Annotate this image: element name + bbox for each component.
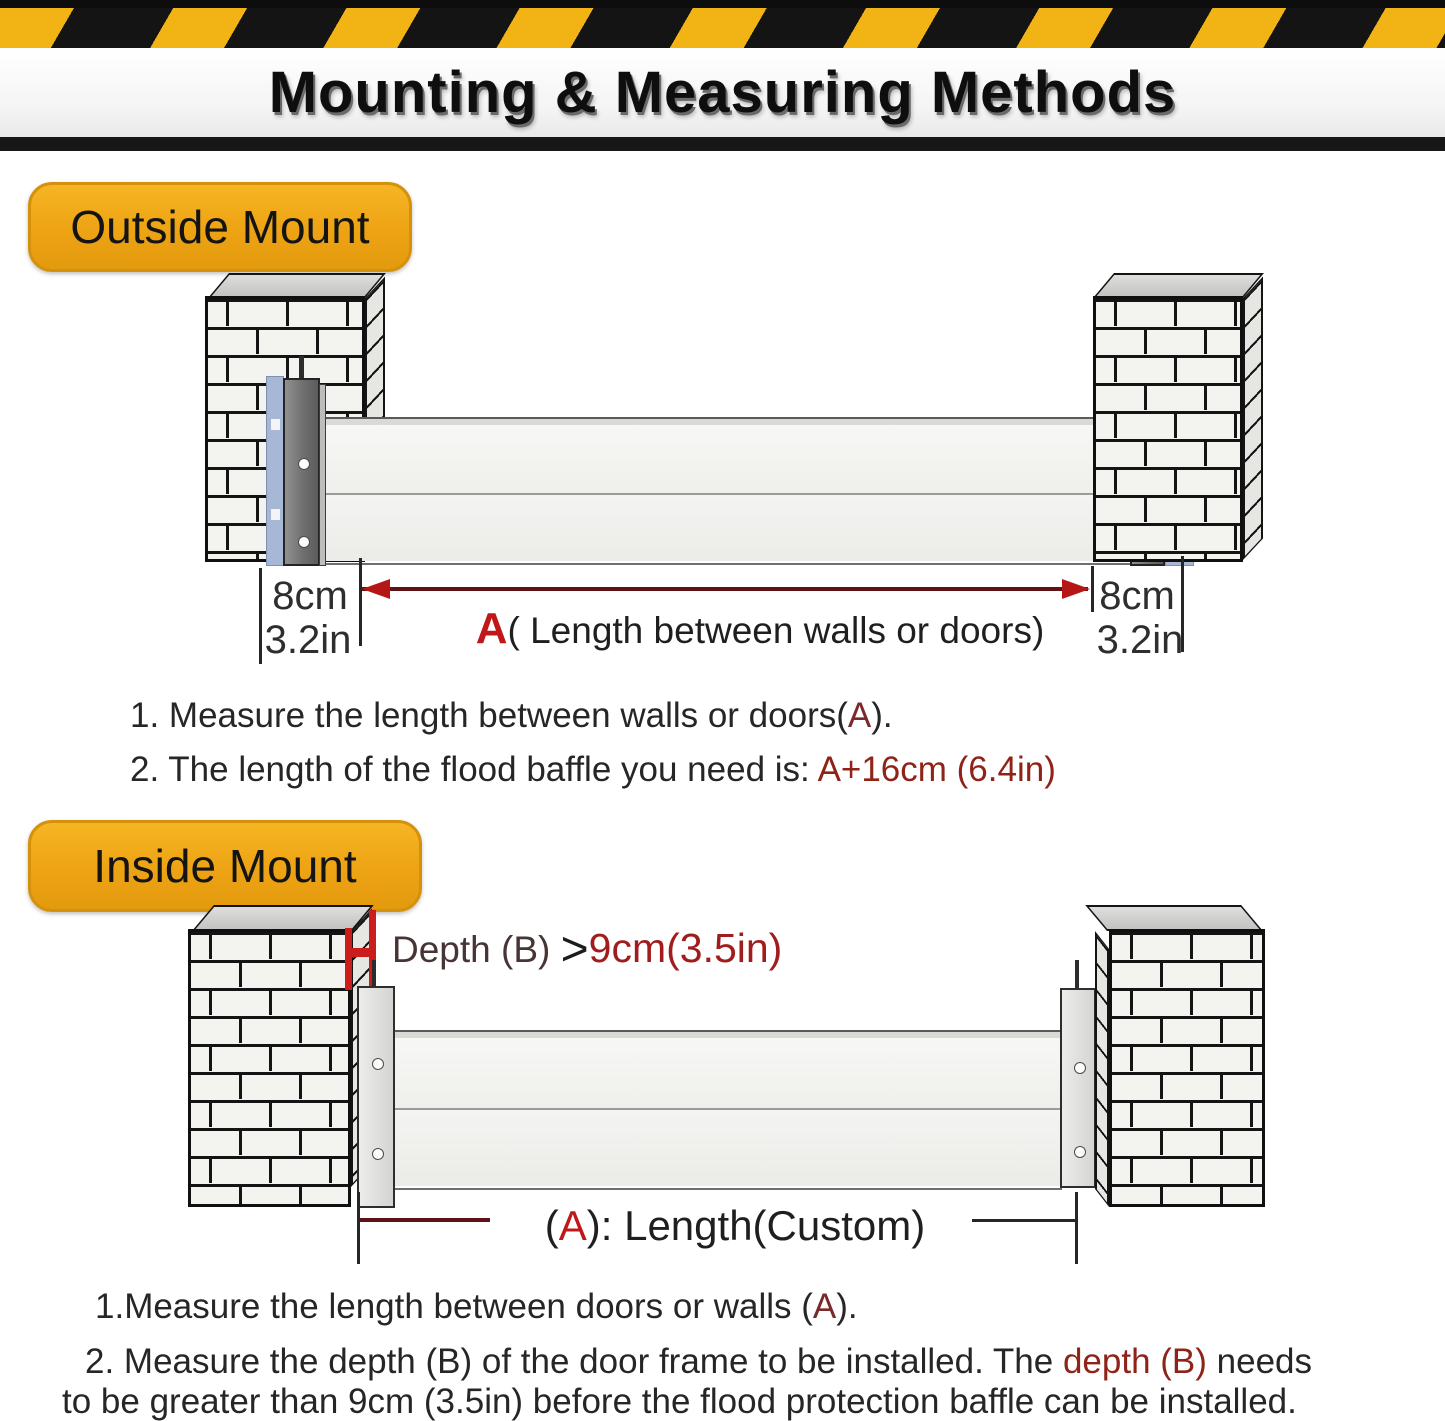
title-band <box>0 48 1445 137</box>
left-channel <box>283 378 320 566</box>
depth-bracket-cross <box>345 948 376 957</box>
inside-left-rod <box>372 960 376 988</box>
outside-step1-end: ). <box>871 696 893 735</box>
inside-step-2-line2: to be greater than 9cm (3.5in) before the flood protection baffle can be installed. <box>62 1382 1297 1421</box>
left-pillar-top-face <box>208 273 386 298</box>
length-open-paren: ( <box>544 1202 559 1249</box>
barrier-panel-lower <box>395 1110 1062 1186</box>
inside-step1-text: 1.Measure the length between doors or walls ( <box>95 1287 813 1326</box>
span-caption-text: ( Length between walls or doors) <box>507 610 1045 651</box>
left-channel-flange <box>319 384 326 566</box>
inside-mount-label: Inside Mount <box>93 840 357 892</box>
screw-hole <box>1074 1062 1086 1074</box>
depth-bracket-bar <box>345 928 352 990</box>
right-gap-in: 3.2in <box>1096 618 1184 662</box>
screw-hole <box>1074 1146 1086 1158</box>
outside-step2-text: 2. The length of the flood baffle you need is: <box>130 750 818 789</box>
barrier-panel-upper <box>326 425 1130 495</box>
depth-annotation <box>392 922 782 977</box>
span-a: A <box>475 604 508 653</box>
inside-right-rod <box>1075 960 1079 988</box>
dim-tick <box>1075 1192 1078 1264</box>
length-line-left <box>360 1218 490 1222</box>
screw-hole <box>372 1058 384 1070</box>
right-gap-cm: 8cm <box>1099 574 1175 618</box>
outside-step1-text: 1. Measure the length between walls or doors( <box>130 696 848 735</box>
length-line-right <box>972 1219 1075 1222</box>
inside-step-1 <box>95 1287 858 1327</box>
outside-mount-badge <box>28 182 412 272</box>
inside-step1-end: ). <box>836 1287 858 1326</box>
outside-step-1 <box>130 696 893 736</box>
arrowhead-left <box>362 579 390 599</box>
seal-hole <box>271 509 280 520</box>
inside-right-channel <box>1060 988 1096 1188</box>
inside-step-2 <box>85 1342 1312 1382</box>
length-caption-text: ): Length(Custom) <box>586 1202 926 1249</box>
inside-step2-end: needs <box>1206 1342 1313 1381</box>
inside-mount-badge <box>28 820 422 912</box>
outside-step-2 <box>130 750 1056 790</box>
header-top-edge <box>0 0 1445 8</box>
right-pillar-bricks <box>1093 296 1243 562</box>
dim-tick <box>357 1192 360 1264</box>
outside-step1-a: A <box>847 696 872 735</box>
right-pillar-top-face <box>1093 273 1264 298</box>
inside-right-pillar-bricks <box>1109 929 1265 1207</box>
inside-left-pillar-bricks <box>188 929 351 1207</box>
span-arrow-line <box>362 587 1088 591</box>
barrier-top-edge <box>395 1030 1062 1038</box>
hazard-stripes <box>0 8 1445 48</box>
inside-step2-depth: depth (B) <box>1062 1342 1207 1381</box>
outside-mount-label: Outside Mount <box>70 201 370 253</box>
barrier-panel-lower <box>326 495 1130 561</box>
outside-step2-value: A+16cm (6.4in) <box>817 750 1056 789</box>
left-gap-in: 3.2in <box>264 618 352 662</box>
length-caption <box>500 1202 970 1250</box>
inside-right-pillar-side <box>1095 931 1109 1207</box>
inside-left-channel <box>357 986 395 1208</box>
flood-barrier-outside <box>326 417 1130 565</box>
inside-step2-text: 2. Measure the depth (B) of the door frame to be installed. The <box>85 1342 1063 1381</box>
barrier-panel-upper <box>395 1038 1062 1110</box>
left-gap-cm: 8cm <box>272 574 348 618</box>
inside-right-pillar-top <box>1085 905 1263 931</box>
screw-hole <box>372 1148 384 1160</box>
header-bottom-bar <box>0 137 1445 151</box>
barrier-top-edge <box>326 417 1130 425</box>
span-caption <box>440 604 1080 654</box>
flood-barrier-inside <box>395 1030 1062 1190</box>
depth-value: 9cm(3.5in) <box>588 925 783 971</box>
greater-than-sign: > <box>560 923 589 976</box>
page-title: Mounting & Measuring Methods <box>268 60 1177 125</box>
seal-hole <box>271 419 280 430</box>
dim-tick <box>359 558 362 646</box>
arrowhead-right <box>1062 579 1090 599</box>
length-a: A <box>558 1202 587 1249</box>
screw-hole <box>298 458 310 470</box>
inside-step1-a: A <box>812 1287 837 1326</box>
depth-label-text: Depth (B) <box>392 929 561 970</box>
right-pillar-side-face <box>1243 277 1263 560</box>
screw-hole <box>298 536 310 548</box>
left-seal-strip <box>266 376 284 566</box>
